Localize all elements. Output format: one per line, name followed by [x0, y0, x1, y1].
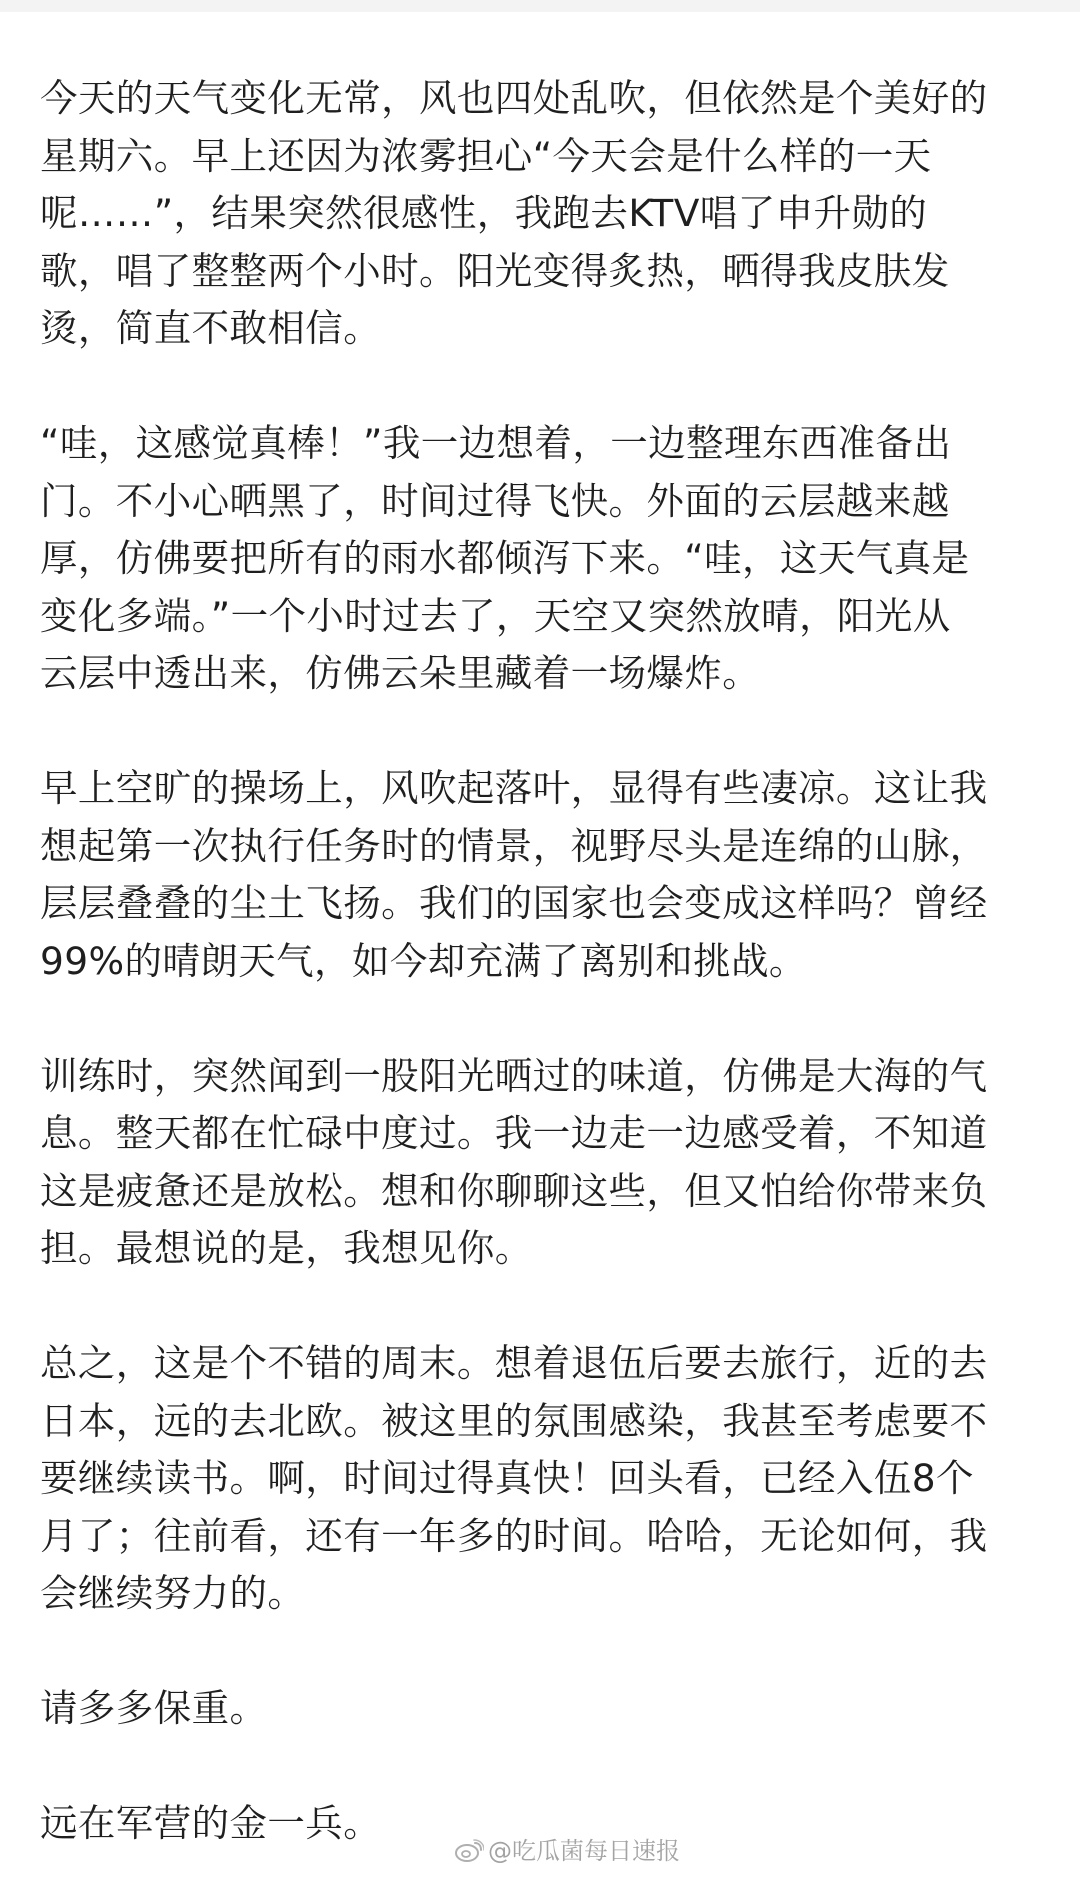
watermark-text: @吃瓜菌每日速报	[488, 1837, 680, 1865]
paragraph-2: “哇，这感觉真棒！”我一边想着，一边整理东西准备出 门。不小心晒黑了，时间过得飞快。外面的云层越来越 厚，仿佛要把所有的雨水都倾泻下来。“哇，这天气真是 变化多端。”一个小时过去了，天空又突然放晴，阳光从 云层中透出来，仿佛云朵里藏着一场爆炸。	[40, 421, 970, 695]
letter-body	[40, 70, 1048, 1853]
paragraph-5: 总之，这是个不错的周末。想着退伍后要去旅行，近的去 日本，远的去北欧。被这里的氛围感染，我甚至考虑要不 要继续读书。啊，时间过得真快！回头看，已经入伍8个 月了；往前看，还有一年多的时间。哈哈，无论如何，我 会继续努力的。	[40, 1341, 988, 1615]
signature-line: 远在军营的金一兵。	[40, 1801, 382, 1845]
weibo-watermark	[454, 1836, 680, 1866]
weibo-icon	[454, 1838, 484, 1864]
paragraph-3: 早上空旷的操场上，风吹起落叶，显得有些凄凉。这让我 想起第一次执行任务时的情景，视野尽头是连绵的山脉， 层层叠叠的尘土飞扬。我们的国家也会变成这样吗？曾经 99%的晴朗天气，如今却充满了离别和挑战。	[40, 766, 988, 983]
closing-line: 请多多保重。	[40, 1686, 268, 1730]
paragraph-4: 训练时，突然闻到一股阳光晒过的味道，仿佛是大海的气 息。整天都在忙碌中度过。我一边走一边感受着，不知道 这是疲惫还是放松。想和你聊聊这些，但又怕给你带来负 担。最想说的是，我想见你。	[40, 1053, 988, 1270]
top-strip	[0, 0, 1080, 12]
paragraph-1: 今天的天气变化无常，风也四处乱吹，但依然是个美好的 星期六。早上还因为浓雾担心“今天会是什么样的一天 呢……”，结果突然很感性，我跑去KTV唱了申升勋的 歌，唱了整整两个小时。阳光变得炙热，晒得我皮肤发 烫，简直不敢相信。	[40, 76, 988, 350]
